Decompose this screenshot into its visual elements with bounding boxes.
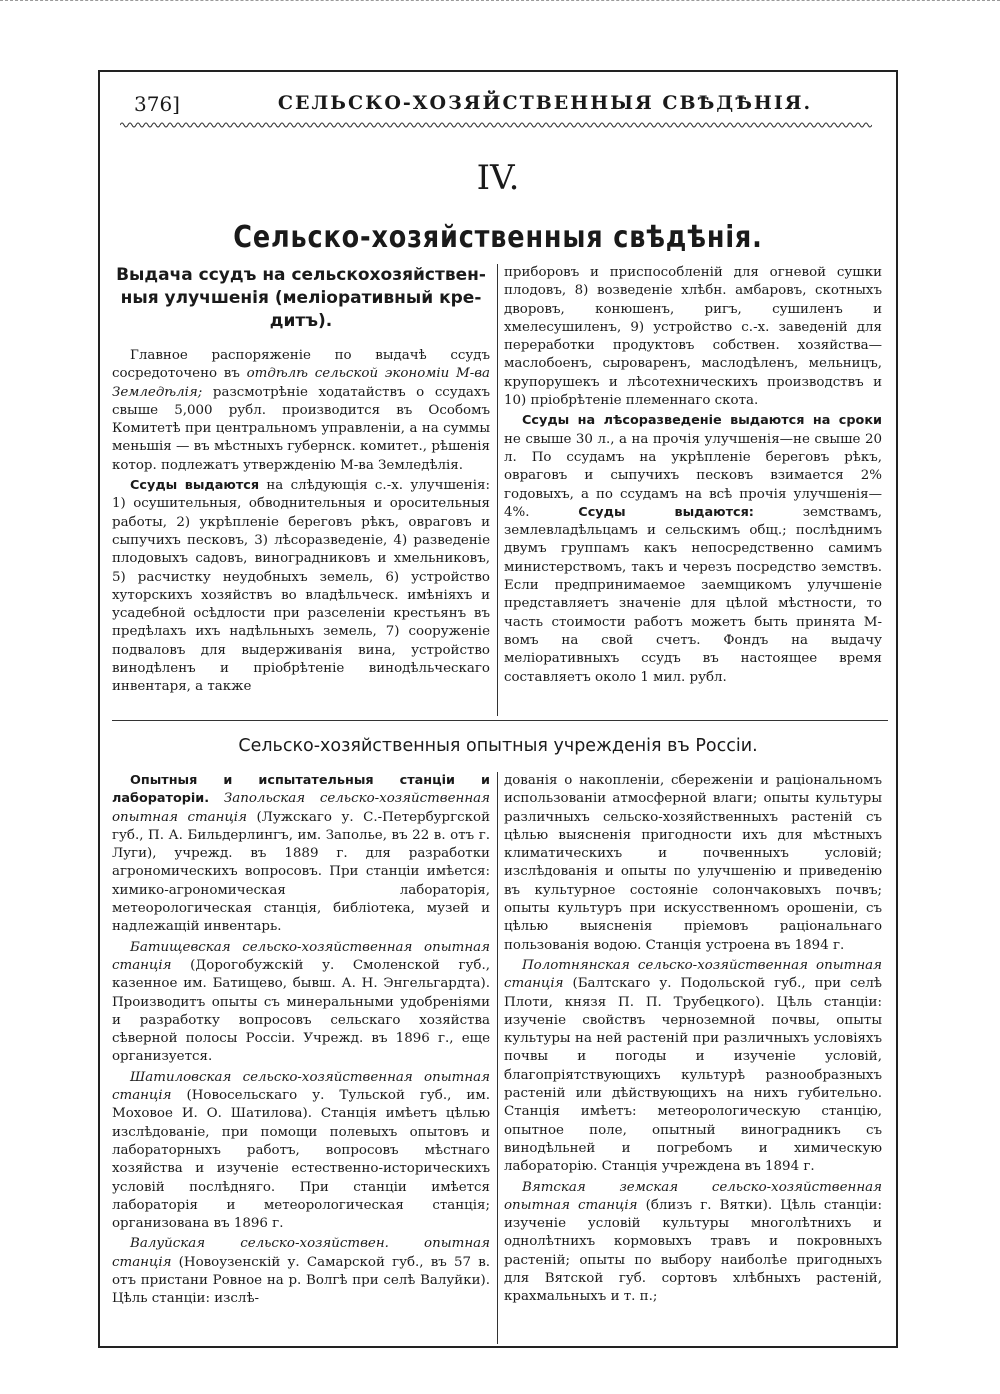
italic-text: Валуйская сельско-хозяйствен. опытная станція xyxy=(112,1236,490,1270)
paragraph xyxy=(112,477,490,697)
text: (Лужскаго у. С.-Петербургской губ., П. А. Бильдерлингъ, им. Заполье, въ 22 в. отъ г. Луги), учрежд. въ 1889 г. для разработки агрономическихъ вопросовъ. При станціи имѣется: химико-агрономическая лабораторія, метеорологическая станція, библіотека, музей и надлежащій инвентарь. xyxy=(112,809,490,935)
bold-text: Ссуды выдаются: xyxy=(578,504,754,520)
article2-right-column xyxy=(504,772,882,1342)
section-divider xyxy=(112,720,888,721)
italic-text: Полотнянская сельско-хозяйственная опытная станція xyxy=(504,957,882,992)
paragraph xyxy=(112,347,490,475)
page-number: 376] xyxy=(134,92,180,116)
text: не свыше 30 л., а на прочія улучшенія—не свыше 20 л. По ссудамъ на укрѣпленіе береговъ рѣкъ, овраговъ и сыпучихъ песковъ взимается 2% годовыхъ, а по ссудамъ на всѣ прочія улучшенія—4%. xyxy=(504,431,882,520)
text: (Дорогобужскій у. Смоленской губ., казенное им. Батищево, бывш. А. Н. Энгельгардта). Производитъ опыты съ минеральными удобреніями и разработку вопросовъ сельскаго хозяйства сѣверной полосы Россіи. Учрежд. въ 1896 г., еще организуется. xyxy=(112,957,490,1065)
text: (Новоузенскій у. Самарской губ., въ 57 в. отъ пристани Ровное на р. Волгѣ при селѣ Валуйки). Цѣль станціи: изслѣ- xyxy=(112,1254,490,1307)
paragraph xyxy=(112,1235,490,1308)
article1-right-column xyxy=(504,264,882,714)
article1-left-column xyxy=(112,264,490,714)
paragraph xyxy=(112,772,490,937)
paragraph: приборовъ и приспособленій для огневой сушки плодовъ, 8) возведеніе хлѣбн. амбаровъ, скотныхъ дворовъ, конюшенъ, ригъ, сушиленъ и хмелесушиленъ, 9) устройство с.-х. заведеній для переработки продуктовъ собствен. хозяйства—маслобоенъ, сыроваренъ, маслодѣленъ, мельницъ, крупорушекъ и лѣсотехническихъ производствъ и 10) пріобрѣтеніе племеннаго скота. xyxy=(504,265,882,409)
italic-text: отдѣлѣ сельской экономіи М-ва Земледѣлія; xyxy=(112,366,490,400)
column-rule xyxy=(497,772,498,1344)
bold-text: Ссуды выдаются xyxy=(130,478,260,494)
paragraph xyxy=(504,1179,882,1307)
italic-text: Батищевская сельско-хозяйственная опытная станція xyxy=(112,939,490,973)
paragraph: дованія о накопленіи, сбереженіи и раціональномъ использованіи атмосферной влаги; опыты культуры различныхъ сельско-хозяйственныхъ растеній съ цѣлью выясненія пригодности ихъ для мѣстныхъ климатическихъ и почвенныхъ условій; изслѣдованія и опыты по улучшенію и приведенію въ культурное состояніе солончаковыхъ почвъ; опыты культуръ при искусственномъ орошеніи, съ цѣлью выясненія пріемовъ раціональнаго пользованія водою. Станція устроена въ 1894 г. xyxy=(504,773,882,953)
page-frame xyxy=(98,70,898,1348)
paragraph xyxy=(112,939,490,1067)
column-rule xyxy=(497,264,498,716)
section-title: Сельско-хозяйственныя свѣдѣнія. xyxy=(233,220,763,255)
italic-text: Вятская земская сельско-хозяйственная опытная станція xyxy=(504,1179,882,1213)
article2-left-column xyxy=(112,772,490,1342)
article-title: Выдача ссудъ на сельскохозяйствен-ныя улучшенія (меліоративный кре-дитъ). xyxy=(116,265,486,331)
text: (близъ г. Вятки). Цѣль станціи: изученіе условій культуры многолѣтнихъ и однолѣтнихъ кормовыхъ травъ и покровныхъ растеній; опыты по выбору наиболѣе пригодныхъ для Вятской губ. сортовъ хлѣбныхъ растеній, крахмальныхъ и т. п.; xyxy=(504,1197,882,1305)
section-numeral: IV. xyxy=(476,158,520,198)
paragraph xyxy=(112,1069,490,1234)
wavy-rule xyxy=(120,120,872,130)
paragraph xyxy=(504,412,882,686)
paragraph xyxy=(504,957,882,1177)
text: земствамъ, землевладѣльцамъ и сельскимъ общ.; послѣднимъ двумъ группамъ какъ непосредственно самимъ министерствомъ, такъ и черезъ посредство земствъ. Если предпринимаемое заемщикомъ улучшеніе представляетъ значеніе для цѣлой мѣстности, то часть стоимости работъ можетъ быть принята М-вомъ на свой счетъ. Фондъ на выдачу меліоративныхъ ссудъ въ настоящее время составляетъ около 1 мил. рубл. xyxy=(504,504,882,685)
bold-text: Ссуды на лѣсоразведеніе выдаются на сроки xyxy=(522,413,882,429)
text: (Балтскаго у. Подольской губ., при селѣ Плоти, князя П. П. Трубецкого). Цѣль станціи: изученіе свойствъ черноземной почвы, опыты культуры на ней растеній при различныхъ условіяхъ почвы и погоды и изученіе условій, благопріятствующихъ культурѣ разнообразныхъ растеній или дѣйствующихъ на нихъ губительно. Станція имѣетъ: метеорологическую станцію, опытное поле, опытный виноградникъ съ винодѣльней и погребомъ и химическую лабораторію. Станція учреждена въ 1894 г. xyxy=(504,976,882,1175)
running-title: СЕЛЬСКО-ХОЗЯЙСТВЕННЫЯ СВѢДѢНІЯ. xyxy=(277,92,813,114)
page-edge-scratch xyxy=(0,0,1000,12)
italic-text: Запольская сельско-хозяйственная опытная станція xyxy=(112,791,490,825)
text: разсмотрѣніе ходатайствъ о ссудахъ свыше 5,000 рубл. производится въ Особомъ Комитетѣ при центральномъ управленіи, а на суммы меньшія — въ мѣстныхъ губернск. комитет., рѣшенія котор. подлежатъ утвержденію М-ва Земледѣлія. xyxy=(112,384,490,473)
article2-heading: Сельско-хозяйственныя опытныя учрежденія въ Россіи. xyxy=(238,736,758,756)
text: (Новосельскаго у. Тульской губ., им. Моховое И. О. Шатилова). Станція имѣетъ цѣлью изслѣдованіе, при помощи полевыхъ опытовъ и лабораторныхъ работъ, вопросовъ мѣстнаго хозяйства и изученіе естественно-историческихъ условій послѣдняго. При станціи имѣется лабораторія и метеорологическая станція; организована въ 1896 г. xyxy=(112,1088,490,1232)
page-header xyxy=(112,84,888,124)
bold-text: Опытныя и испытательныя станціи и лабораторіи. xyxy=(112,773,490,807)
text: на слѣдующія с.-х. улучшенія: 1) осушительныя, обводнительныя и оросительныя работы, 2) укрѣпленіе береговъ рѣкъ, овраговъ и сыпучихъ песковъ, 3) лѣсоразведеніе, 4) разведеніе плодовыхъ садовъ, виноградниковъ и хмельниковъ, 5) расчистку неудобныхъ земель, 6) устройство хуторскихъ хозяйствъ во владѣльческ. имѣніяхъ и усадебной осѣдлости при разселеніи крестьянъ въ предѣлахъ ихъ надѣльныхъ земель, 7) сооруженіе подваловъ для выдерживанія вина, устройство винодѣленъ и пріобрѣтеніе винодѣльческаго инвентаря, а также xyxy=(112,478,490,695)
text: Главное распоряженіе по выдачѣ ссудъ сосредоточено въ xyxy=(112,348,490,382)
italic-text: Шатиловская сельско-хозяйственная опытная станція xyxy=(112,1069,490,1104)
